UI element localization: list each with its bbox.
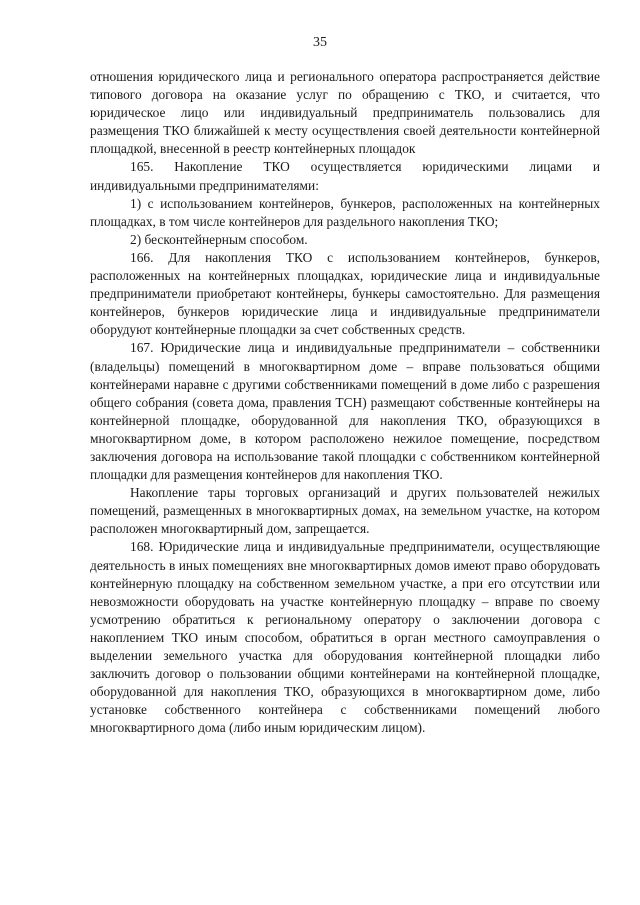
paragraph-165-item-1: 1) с использованием контейнеров, бункеров, расположенных на контейнерных площадках, в том числе контейнеров для раздельного накопления ТКО; bbox=[90, 195, 600, 229]
paragraph-continuation: отношения юридического лица и регионального оператора распространяется действие типового договора на оказание услуг по обращению с ТКО, и считается, что юридическое лицо или индивидуальный предприниматель пользовались для размещения ТКО ближайшей к месту осуществления своей деятельности контейнерной площадкой, внесенной в реестр контейнерных площадок bbox=[90, 69, 600, 157]
paragraph-165-item-2: 2) бесконтейнерным способом. bbox=[130, 231, 308, 247]
document-body bbox=[90, 68, 600, 737]
paragraph-167-tare: Накопление тары торговых организаций и других пользователей нежилых помещений, размещенных в многоквартирных домах, на земельном участке, на котором расположен многоквартирный дом, запрещается. bbox=[90, 485, 600, 537]
paragraph-166: 166. Для накопления ТКО с использованием контейнеров, бункеров, расположенных на контейнерных площадках, юридические лица и индивидуальные предприниматели приобретают контейнеры, бункеры самостоятельно. Для размещения контейнеров, бункеров юридические лица и индивидуальные предприниматели оборудуют контейнерные площадки за счет собственных средств. bbox=[90, 249, 600, 338]
paragraph-167: 167. Юридические лица и индивидуальные предприниматели – собственники (владельцы) помещений в многоквартирном доме – вправе пользоваться общими контейнерами наравне с другими собственниками помещений в доме либо с разрешения общего собрания (совета дома, правления ТСН) размещают собственные контейнеры на контейнерной площадке, оборудованной для накопления ТКО, образующихся в многоквартирном доме, в котором расположено нежилое помещение, посредством заключения договора на использование такой площадки с собственником контейнерной площадки для размещения контейнеров для накопления ТКО. bbox=[90, 340, 600, 483]
page-number: 35 bbox=[313, 35, 327, 50]
paragraph-165: 165. Накопление ТКО осуществляется юридическими лицами и индивидуальными предпринимателями: bbox=[90, 159, 600, 193]
paragraph-168: 168. Юридические лица и индивидуальные предприниматели, осуществляющие деятельность в иных помещениях вне многоквартирных домов имеют право оборудовать контейнерную площадку на собственном земельном участке, а при его отсутствии или невозможности оборудовать на участке контейнерную площадку – вправе по своему усмотрению обратиться к региональному оператору о заключении договора с накоплением ТКО иным способом, обратиться в орган местного самоуправления о выделении земельного участка для оборудования контейнерной площадки либо заключить договор о пользовании общими контейнерами на контейнерной площадке, оборудованной для накопления ТКО, образующихся в многоквартирном доме, либо установке собственного контейнера с собственниками помещений любого многоквартирного дома (либо иным юридическим лицом). bbox=[90, 539, 600, 736]
